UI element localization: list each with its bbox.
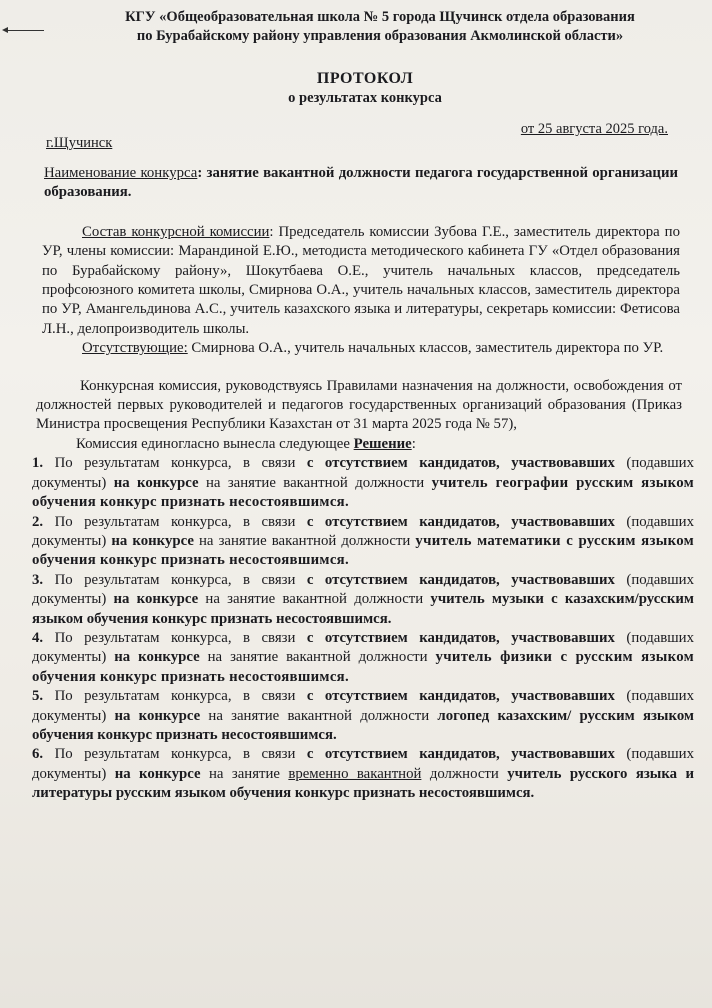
item-mid-2: на занятие вакантной должности bbox=[199, 649, 436, 666]
item-bold-2: на конкурсе bbox=[113, 591, 199, 608]
contest-value: : занятие вакантной должности педагога государственной организации образования. bbox=[44, 165, 678, 201]
organization-header bbox=[62, 8, 698, 46]
item-mid: (подавших документы) bbox=[32, 513, 694, 549]
header-line-2: по Бурабайскому району управления образования Акмолинской области» bbox=[136, 28, 624, 44]
item-bold-1: с отсутствием кандидатов, участвовавших bbox=[306, 746, 615, 763]
decision-item-4 bbox=[32, 629, 698, 687]
item-bold-2: на конкурсе bbox=[113, 474, 199, 491]
item-mid-2: на занятие bbox=[200, 765, 289, 782]
item-mid: (подавших документы) bbox=[32, 571, 694, 608]
item-bold-2: на конкурсе bbox=[111, 532, 194, 549]
place-date-row bbox=[32, 121, 698, 152]
item-mid-3: должности bbox=[421, 765, 508, 782]
item-bold-3: учитель физики с русским языком обучения конкурс признать несостоявшимся. bbox=[32, 649, 695, 685]
rules-paragraph: Конкурсная комиссия, руководствуясь Правилами назначения на должности, освобождения от должностей первых руководителей и педагогов государственных организаций образования (Приказ Министра просвещения Республики Казахстан от 31 марта 2025 года № 57), bbox=[36, 377, 682, 433]
item-mid: (подавших документы) bbox=[32, 455, 694, 491]
document-subtitle: о результатах конкурса bbox=[288, 90, 442, 106]
item-bold-3: учитель географии русским языком обучения конкурс признать несостоявшимся. bbox=[32, 474, 695, 511]
item-pre: По результатам конкурса, в связи bbox=[43, 688, 307, 705]
item-pre: По результатам конкурса, в связи bbox=[43, 513, 307, 530]
item-mid-2: на занятие вакантной должности bbox=[200, 707, 438, 724]
item-bold-2: на конкурсе bbox=[114, 649, 200, 666]
commission-label: Состав конкурсной комиссии bbox=[82, 223, 270, 240]
document-date: от 25 августа 2025 года. bbox=[520, 121, 668, 137]
item-mid: (подавших документы) bbox=[32, 629, 694, 666]
item-bold-1: с отсутствием кандидатов, участвовавших bbox=[306, 629, 615, 646]
item-number: 1. bbox=[32, 455, 44, 472]
decision-item-5 bbox=[32, 687, 698, 745]
decision-intro-text: Комиссия единогласно вынесла следующее bbox=[76, 435, 354, 452]
header-line-1: КГУ «Общеобразовательная школа № 5 города Щучинск отдела образования bbox=[125, 9, 635, 25]
item-bold-1: с отсутствием кандидатов, участвовавших bbox=[306, 455, 615, 472]
item-pre: По результатам конкурса, в связи bbox=[43, 746, 307, 763]
item-pre: По результатам конкурса, в связи bbox=[43, 629, 307, 646]
commission-paragraph bbox=[32, 223, 698, 339]
item-pre: По результатам конкурса, в связи bbox=[43, 571, 307, 588]
item-bold-1: с отсутствием кандидатов, участвовавших bbox=[306, 688, 615, 705]
item-bold-3: учитель русского языка и литературы русским языком обучения конкурс признать несостоявшимся. bbox=[32, 765, 694, 802]
contest-name-paragraph bbox=[32, 164, 698, 203]
item-bold-2: на конкурсе bbox=[114, 765, 201, 782]
item-bold-2: на конкурсе bbox=[114, 707, 201, 724]
item-bold-3: учитель музыки с казахским/русским языком обучения конкурс признать несостоявшимся. bbox=[32, 591, 695, 627]
item-number: 2. bbox=[32, 513, 44, 530]
city: г.Щучинск bbox=[46, 135, 113, 151]
decision-item-2 bbox=[32, 513, 698, 571]
absent-label: Отсутствующие: bbox=[82, 340, 188, 357]
decision-item-6 bbox=[32, 745, 698, 803]
item-mid: (подавших документы) bbox=[32, 746, 694, 782]
decision-colon: : bbox=[411, 435, 416, 452]
item-bold-3: учитель математики с русским языком обучения конкурс признать несостоявшимся. bbox=[32, 532, 695, 569]
item-underlined: временно вакантной bbox=[288, 765, 422, 782]
absent-text: Смирнова О.А., учитель начальных классов, заместитель директора по УР. bbox=[187, 340, 664, 357]
item-number: 4. bbox=[32, 629, 44, 646]
decision-intro bbox=[32, 435, 698, 454]
decision-word: Решение bbox=[353, 435, 412, 452]
item-bold-1: с отсутствием кандидатов, участвовавших bbox=[306, 513, 615, 530]
item-mid-2: на занятие вакантной должности bbox=[193, 532, 416, 549]
contest-label: Наименование конкурса bbox=[44, 165, 198, 181]
absent-paragraph bbox=[32, 339, 698, 358]
item-mid-2: на занятие вакантной должности bbox=[198, 474, 432, 491]
item-number: 3. bbox=[32, 571, 44, 588]
item-bold-1: с отсутствием кандидатов, участвовавших bbox=[306, 571, 615, 588]
item-pre: По результатам конкурса, в связи bbox=[43, 455, 307, 472]
commission-text: : Председатель комиссии Зубова Г.Е., заместитель директора по УР, члены комиссии: Марандиной Е.Ю., методиста методического кабинета ГУ «Отдел образования по Бурабайскому району», Шокутбаева О.Е., учитель начальных классов, председатель профсоюзного комитета школы, Смирнова О.А., учитель начальных классов, заместитель директора по УР, Амангельдинова А.С., учитель казахского языка и литературы, секретарь комиссии: Фетисова Л.Н., делопроизводитель школы. bbox=[42, 223, 680, 337]
decision-item-1 bbox=[32, 454, 698, 512]
item-bold-3: логопед казахским/ русским языком обучения конкурс признать несостоявшимся. bbox=[32, 707, 695, 743]
item-mid: (подавших документы) bbox=[32, 688, 694, 724]
margin-arrow-mark bbox=[4, 30, 44, 31]
item-mid-2: на занятие вакантной должности bbox=[198, 591, 431, 608]
item-number: 6. bbox=[32, 746, 44, 763]
document-title: ПРОТОКОЛ bbox=[316, 70, 414, 87]
decision-item-3 bbox=[32, 571, 698, 629]
item-number: 5. bbox=[32, 688, 44, 705]
